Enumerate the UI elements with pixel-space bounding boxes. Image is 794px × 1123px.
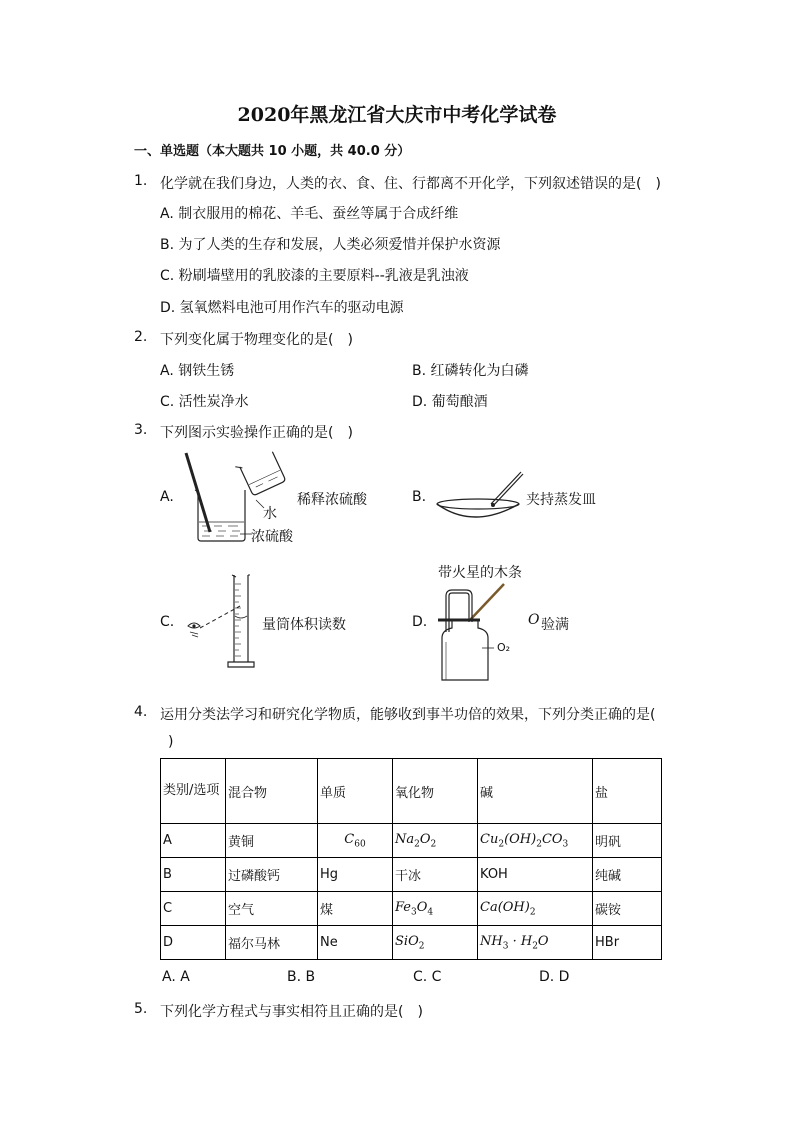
q3-a-water-label: 水	[263, 506, 277, 522]
table-cell: 福尔马林	[226, 926, 318, 960]
q3-d-o2-label: O₂	[497, 641, 511, 654]
table-cell: B	[161, 858, 226, 892]
table-cell: C	[161, 892, 226, 926]
q4-stem-cont: )	[168, 734, 174, 750]
q4-stem: 运用分类法学习和研究化学物质，能够收到事半功倍的效果，下列分类正确的是(	[160, 707, 656, 723]
q1-option-a: A. 制衣服用的棉花、羊毛、蚕丝等属于合成纤维	[160, 206, 459, 222]
table-row	[161, 892, 662, 926]
table-cell: 纯碱	[593, 858, 662, 892]
table-cell: 黄铜	[226, 824, 318, 858]
q3-option-a-letter: A.	[160, 489, 174, 505]
q3-option-b-letter: B.	[412, 489, 427, 505]
table-cell-formula: $Ca(OH)_2$	[478, 892, 593, 926]
gas-bottle-diagram	[432, 582, 522, 684]
table-cell: 空气	[226, 892, 318, 926]
table-row	[161, 926, 662, 960]
table-cell-formula: $C_{60}$	[318, 824, 393, 858]
q3-d-caption: 验满	[541, 617, 569, 633]
q3-option-c-letter: C.	[160, 614, 175, 630]
q4-option-a: A. A	[162, 969, 190, 985]
table-cell-formula: $Cu_2(OH)_2CO_3$	[478, 824, 593, 858]
table-header-cell: 单质	[318, 759, 393, 824]
table-cell: 过磷酸钙	[226, 858, 318, 892]
q1-number: 1.	[134, 173, 148, 189]
q4-option-b: B. B	[287, 969, 316, 985]
table-header-cell: 类别/选项	[161, 759, 226, 824]
q3-a-acid-label: 浓硫酸	[251, 529, 293, 545]
table-cell-formula: SiO$_2$	[393, 926, 478, 960]
table-cell: KOH	[478, 858, 593, 892]
q2-option-b: B. 红磷转化为白磷	[412, 363, 529, 379]
q2-number: 2.	[134, 329, 148, 345]
q4-option-d: D. D	[539, 969, 570, 985]
q2-stem: 下列变化属于物理变化的是( )	[160, 332, 353, 348]
q4-number: 4.	[134, 704, 148, 720]
table-cell-formula: $Na_2O_2$	[393, 824, 478, 858]
table-cell: 煤	[318, 892, 393, 926]
q2-option-c: C. 活性炭净水	[160, 394, 249, 410]
table-header-cell: 碱	[478, 759, 593, 824]
q1-option-b: B. 为了人类的生存和发展，人类必须爱惜并保护水资源	[160, 237, 501, 253]
q3-d-o-symbol: O	[528, 612, 540, 628]
evaporating-dish-diagram	[435, 470, 525, 530]
section-heading: 一、单选题（本大题共 10 小题，共 40.0 分）	[134, 144, 411, 159]
measuring-cylinder-diagram	[184, 572, 264, 672]
q3-stem: 下列图示实验操作正确的是( )	[160, 425, 353, 441]
table-cell: 干冰	[393, 858, 478, 892]
table-header-cell: 盐	[593, 759, 662, 824]
table-row	[161, 858, 662, 892]
table-cell-formula: $Fe_3O_4$	[393, 892, 478, 926]
table-header-cell: 混合物	[226, 759, 318, 824]
table-cell: 明矾	[593, 824, 662, 858]
q3-d-top-label: 带火星的木条	[438, 565, 522, 581]
table-cell: D	[161, 926, 226, 960]
q2-option-a: A. 钢铁生锈	[160, 363, 235, 379]
table-cell: Hg	[318, 858, 393, 892]
table-cell: 碳铵	[593, 892, 662, 926]
table-cell: Ne	[318, 926, 393, 960]
q1-option-d: D. 氢氧燃料电池可用作汽车的驱动电源	[160, 300, 404, 316]
q3-b-caption: 夹持蒸发皿	[526, 492, 596, 508]
classification-table	[160, 758, 662, 960]
q3-option-d-letter: D.	[412, 614, 428, 630]
q5-stem: 下列化学方程式与事实相符且正确的是( )	[160, 1004, 423, 1020]
q3-number: 3.	[134, 422, 148, 438]
table-header-row	[161, 759, 662, 824]
table-row	[161, 824, 662, 858]
q1-option-c: C. 粉刷墙壁用的乳胶漆的主要原料--乳液是乳浊液	[160, 268, 469, 284]
q3-a-caption: 稀释浓硫酸	[297, 492, 367, 508]
table-cell: A	[161, 824, 226, 858]
q5-number: 5.	[134, 1001, 148, 1017]
table-header-cell: 氧化物	[393, 759, 478, 824]
table-cell: HBr	[593, 926, 662, 960]
q2-option-d: D. 葡萄酿酒	[412, 394, 488, 410]
page-title: 2020年黑龙江省大庆市中考化学试卷	[237, 104, 557, 126]
q4-option-c: C. C	[413, 969, 442, 985]
q1-stem: 化学就在我们身边，人类的衣、食、住、行都离不开化学，下列叙述错误的是( )	[160, 176, 661, 192]
q3-c-caption: 量筒体积读数	[262, 617, 346, 633]
table-cell-formula: $NH_3 \cdot H_2O$	[478, 926, 593, 960]
